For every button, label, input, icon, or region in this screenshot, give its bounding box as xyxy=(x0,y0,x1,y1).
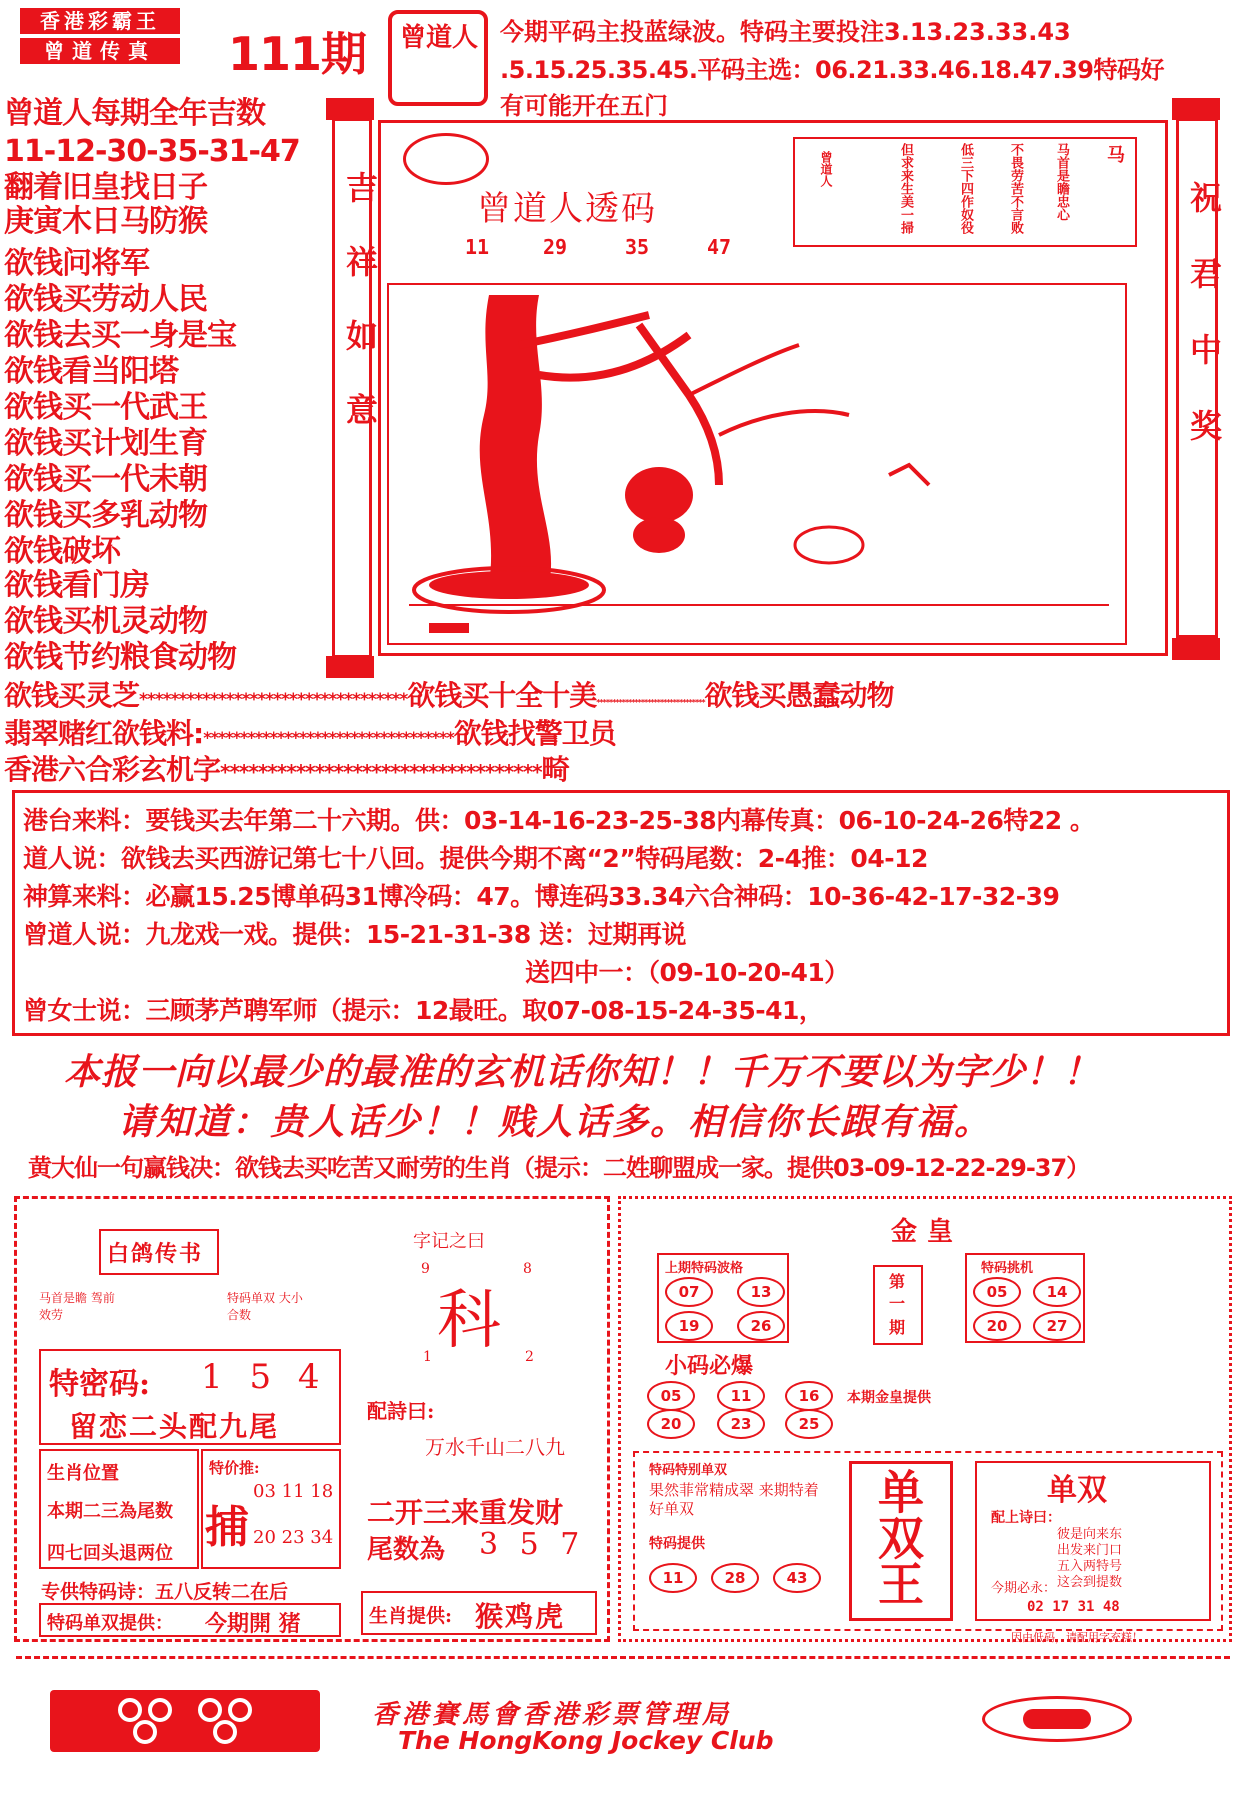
pick-box xyxy=(965,1253,1085,1343)
right-poem-line: 五入两特号 xyxy=(1057,1559,1123,1574)
notice-line-3: 有可能开在五门 xyxy=(500,92,668,120)
right-poem-box xyxy=(975,1461,1211,1621)
number-ball: 26 xyxy=(737,1311,785,1341)
number-ball: 19 xyxy=(665,1311,713,1341)
right-numbers: 02 17 31 48 xyxy=(1027,1599,1120,1615)
left-line: 11-12-30-35-31-47 xyxy=(4,134,300,169)
picture-title: 曾道人透码 xyxy=(477,189,657,229)
seal xyxy=(388,10,488,106)
zi-8: 8 xyxy=(523,1261,532,1277)
single-provide: 特码提供 xyxy=(649,1536,705,1552)
picture-numbers-row xyxy=(381,235,761,259)
footer-cn: 香港賽馬會香港彩票管理局 xyxy=(372,1700,733,1730)
info-box xyxy=(12,790,1230,1036)
left-line: 欲钱买计划生育 xyxy=(4,426,207,461)
poem-line: 不畏劳苦不言败 xyxy=(1008,143,1023,234)
picture-frame xyxy=(387,283,1127,645)
notice-line-1: 今期平码主投蓝绿波。特码主要投注3.13.23.33.43 xyxy=(500,18,1071,46)
left-line: 曾道人每期全年吉数 xyxy=(4,96,265,131)
scroll-right-text: 祝君中奖 xyxy=(1185,181,1223,485)
special-push-numbers-1: 03 11 18 xyxy=(253,1481,334,1502)
stars: ********************************** xyxy=(220,760,542,784)
tail-numbers: 3 5 7 xyxy=(479,1527,586,1562)
poem-box xyxy=(793,137,1137,247)
right-poem-line: 出发来门口 xyxy=(1057,1543,1123,1558)
number-ball: 25 xyxy=(785,1409,833,1439)
right-title: 单双 xyxy=(1047,1473,1107,1508)
info-line: 曾女士说：三顾茅芦聘军师（提示：12最旺。取07-08-15-24-35-41， xyxy=(23,996,824,1025)
picture-number: 11 xyxy=(465,235,490,259)
picture-badge xyxy=(403,133,489,185)
zodiac-line-2: 四七回头退两位 xyxy=(47,1543,173,1564)
zodiac-provide-label: 生肖提供: xyxy=(369,1605,453,1627)
left-line: 欲钱买多乳动物 xyxy=(4,498,207,533)
number-ball: 23 xyxy=(717,1409,765,1439)
number-ball: 16 xyxy=(785,1381,833,1411)
small-code-label: 小码必爆 xyxy=(665,1353,754,1379)
poem-line: 但求来生美一掃 xyxy=(898,143,913,234)
footer-en: The HongKong Jockey Club xyxy=(398,1726,774,1755)
special-push-label: 特价推: xyxy=(209,1459,260,1477)
single-text: 果然菲常精成翠 来期特着好单双 xyxy=(649,1481,819,1518)
poem-line: 马首是瞻忠心 xyxy=(1054,143,1069,221)
star-line-3-a: 香港六合彩玄机字 xyxy=(4,753,221,786)
number-ball: 13 xyxy=(737,1277,785,1307)
picture-number: 47 xyxy=(707,235,732,259)
star-line-1-c: 欲钱买愚蠢动物 xyxy=(704,679,894,712)
issue-char: 期 xyxy=(889,1318,906,1337)
right-label: 配上诗曰： xyxy=(991,1510,1061,1526)
poem-line: 曾道人 xyxy=(819,151,833,187)
number-ball: 20 xyxy=(647,1409,695,1439)
zodiac-provide-box xyxy=(361,1591,597,1635)
notice-line-2: .5.15.25.35.45.平码主选：06.21.33.46.18.47.39特码好 xyxy=(500,56,1164,84)
white-pigeon-title: 白鸽传书 xyxy=(107,1241,204,1267)
scroll-cap-left-top xyxy=(326,98,374,120)
number-ball: 11 xyxy=(717,1381,765,1411)
zi-1: 1 xyxy=(423,1349,432,1365)
scroll-right-rod xyxy=(1176,118,1223,638)
left-line: 欲钱看门房 xyxy=(4,568,149,603)
catch-char: 捕 xyxy=(205,1502,249,1553)
star-line-1-a: 欲钱买灵芝 xyxy=(4,679,140,712)
issue-number: 111期 xyxy=(228,27,367,81)
info-line: 道人说：欲钱去买西游记第七十八回。提供今期不离“2”特码尾数：2-4推：04-12 xyxy=(23,844,928,873)
wong-tai-sin-line: 黄大仙一句赢钱决：欲钱去买吃苦又耐劳的生肖（提示：二姓聊盟成一家。提供03-09-12-22-29-37） xyxy=(28,1154,1090,1182)
number-ball: 14 xyxy=(1033,1277,1081,1307)
scroll-cap-right-bottom xyxy=(1172,638,1220,660)
number-ball: 28 xyxy=(711,1563,759,1593)
issue-char: 第 xyxy=(889,1272,906,1291)
zi-9: 9 xyxy=(421,1261,430,1277)
scroll-left-text: 吉祥如意 xyxy=(341,171,379,467)
white-pigeon-box xyxy=(99,1229,219,1275)
provide-label: 本期金皇提供 xyxy=(847,1390,931,1406)
footer-note: 因由低码，请配用字充糕！ xyxy=(1011,1631,1143,1644)
slogan-2: 请知道：贵人话少！！贱人话多。相信你长跟有福。 xyxy=(118,1101,993,1143)
zi-char: 科 xyxy=(437,1284,501,1358)
picture-number: 29 xyxy=(543,235,568,259)
left-line: 欲钱买一代未朝 xyxy=(4,462,207,497)
tema-hint: 留恋二头配九尾 xyxy=(69,1410,280,1443)
tail-label: 尾数為 xyxy=(367,1535,446,1565)
poem-line: 低三下四作奴役 xyxy=(958,143,973,234)
info-line: 送四中一：（09-10-20-41） xyxy=(525,958,849,987)
single-double-label: 特码单双提供： xyxy=(47,1613,173,1634)
special-push-numbers-2: 20 23 34 xyxy=(253,1527,334,1548)
zodiac-provide-value: 猴鸡虎 xyxy=(475,1600,566,1633)
poem-text: 万水千山二八九 xyxy=(425,1435,565,1459)
picture-number: 35 xyxy=(625,235,650,259)
cloud-pattern-icon xyxy=(50,1690,320,1752)
right-bottom-label: 今期必永： xyxy=(991,1581,1057,1596)
left-line: 欲钱买机灵动物 xyxy=(4,604,207,639)
tema-box xyxy=(39,1349,341,1445)
zodiac-line-1: 本期二三為尾数 xyxy=(47,1501,173,1522)
left-line: 欲钱买一代武王 xyxy=(4,390,207,425)
last-issue-label: 上期特码波格 xyxy=(665,1261,744,1276)
single-double-box xyxy=(39,1603,341,1637)
left-line: 欲钱买劳动人民 xyxy=(4,282,207,317)
masthead-bottom: 曾道传真 xyxy=(20,38,180,64)
masthead-logo xyxy=(20,8,180,64)
number-ball: 05 xyxy=(973,1277,1021,1307)
left-line: 欲钱去买一身是宝 xyxy=(4,318,236,353)
pick-label: 特码挑机 xyxy=(981,1261,1034,1276)
footer-logo-left xyxy=(50,1690,320,1752)
zodiac-position-box xyxy=(39,1449,199,1569)
scroll-canvas xyxy=(378,120,1168,656)
info-line: 神算来料：必赢15.25博单码31博冷码：47。博连码33.34六合神码：10-36-42-17-32-39 xyxy=(23,882,1060,911)
footer-logo-right-fill xyxy=(1023,1709,1091,1729)
white-pigeon-sub-right: 特码单双 大小合数 xyxy=(227,1291,303,1322)
kai-line: 二开三来重发财 xyxy=(367,1496,564,1529)
tema-label: 特密码: xyxy=(49,1367,151,1402)
left-line: 欲钱破坏 xyxy=(4,534,120,569)
zi-title: 字记之曰 xyxy=(413,1231,485,1252)
issue-char: 一 xyxy=(889,1294,906,1313)
left-line: 翻着旧皇找日子 xyxy=(4,170,207,205)
left-line: 欲钱问将军 xyxy=(4,246,149,281)
left-line: 欲钱看当阳塔 xyxy=(4,354,178,389)
zi-2: 2 xyxy=(525,1349,534,1365)
bottom-left-panel xyxy=(14,1196,610,1642)
info-line: 曾道人说：九龙戏一戏。提供：15-21-31-38 送：过期再说 xyxy=(23,920,686,949)
slogan-1: 本报一向以最少的最准的玄机话你知！！千万不要以为字少！！ xyxy=(64,1051,1101,1093)
bottom-right-panel xyxy=(618,1196,1232,1642)
inner-box xyxy=(633,1451,1223,1631)
single-title: 特码特别单双 xyxy=(649,1463,728,1478)
footer-logo-right xyxy=(982,1696,1132,1742)
stars: ********************************** xyxy=(596,698,705,707)
info-line: 港台来料：要钱买去年第二十六期。供：03-14-16-23-25-38内幕传真：06-10-24-26特22 。 xyxy=(23,806,1095,835)
last-issue-box xyxy=(657,1253,789,1343)
stars: ********************************** xyxy=(139,690,408,710)
star-line-3-b: 畸 xyxy=(541,753,569,786)
number-ball: 20 xyxy=(973,1311,1021,1341)
big-title: 单双王 xyxy=(871,1468,925,1606)
left-line: 庚寅木日马防猴 xyxy=(4,204,207,239)
scroll-left-rod xyxy=(332,118,379,658)
big-title-box xyxy=(849,1461,953,1621)
special-poem: 专供特码诗：五八反转二在后 xyxy=(41,1581,289,1603)
special-push-box xyxy=(201,1449,341,1569)
seal-text: 曾道人 xyxy=(399,23,478,53)
number-ball: 43 xyxy=(773,1563,821,1593)
single-double-value: 今期開 猪 xyxy=(205,1611,301,1637)
star-line-1 xyxy=(4,674,894,714)
tree-bird-illustration xyxy=(389,285,1125,643)
right-poem-line: 彼是向来东 xyxy=(1057,1527,1123,1542)
stars: ********************************** xyxy=(203,728,454,747)
left-line: 欲钱节约粮食动物 xyxy=(4,640,236,675)
number-ball: 11 xyxy=(649,1563,697,1593)
white-pigeon-sub-left: 马首是瞻 驾前效劳 xyxy=(39,1291,115,1322)
issue-box xyxy=(873,1265,923,1345)
number-ball: 07 xyxy=(665,1277,713,1307)
star-line-2-b: 欲钱找警卫员 xyxy=(453,717,616,750)
tema-numbers: 1 5 4 xyxy=(201,1357,328,1397)
right-poem-line: 这会到提数 xyxy=(1057,1575,1123,1590)
poem-label: 配詩曰: xyxy=(367,1399,435,1423)
masthead-top: 香港彩霸王 xyxy=(20,8,180,34)
zodiac-label: 生肖位置 xyxy=(47,1463,119,1484)
scroll-cap-right-top xyxy=(1172,98,1220,120)
star-line-1-b: 欲钱买十全十美 xyxy=(407,679,597,712)
number-ball: 27 xyxy=(1033,1311,1081,1341)
brand-title: 金皇 xyxy=(891,1217,964,1247)
number-ball: 05 xyxy=(647,1381,695,1411)
divider-wavy xyxy=(16,1656,1230,1667)
star-line-3 xyxy=(4,748,569,788)
poem-line: 马 xyxy=(1104,145,1125,163)
star-line-2-a: 翡翠赌红欲钱料: xyxy=(4,717,204,750)
star-line-2 xyxy=(4,712,616,752)
